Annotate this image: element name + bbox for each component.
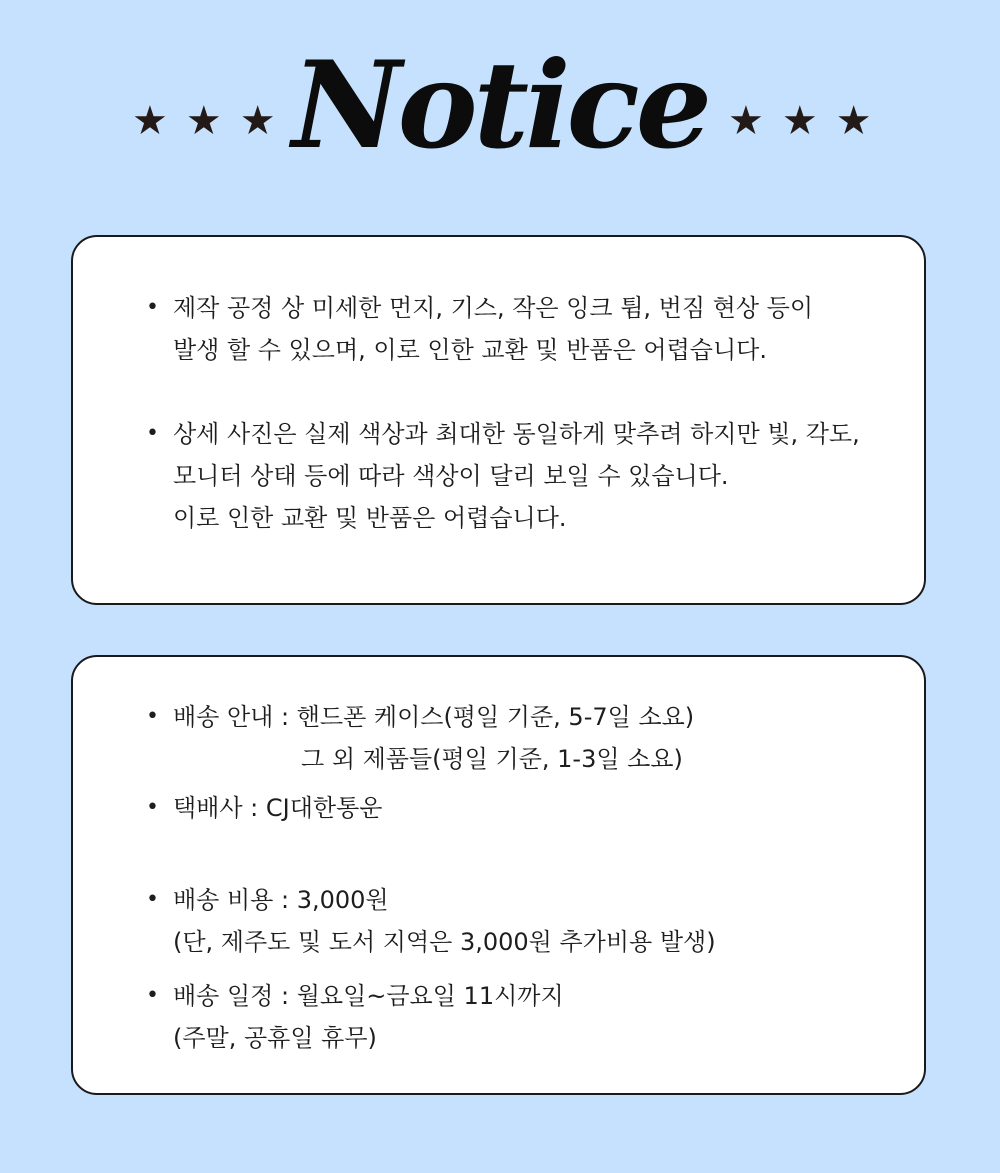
list-item — [146, 975, 564, 1059]
notice-line: 이로 인한 교환 및 반품은 어렵습니다. — [173, 504, 567, 532]
notice-card — [71, 235, 926, 605]
courier-line: 택배사 : CJ대한통운 — [173, 794, 383, 822]
bullet-icon: • — [146, 704, 159, 729]
list-item — [146, 696, 695, 780]
bullet-icon: • — [146, 887, 159, 912]
bullet-icon: • — [146, 983, 159, 1008]
notice-header — [0, 35, 1000, 200]
shipping-cost-line: (단, 제주도 및 도서 지역은 3,000원 추가비용 발생) — [173, 928, 716, 956]
bullet-icon: • — [146, 295, 159, 320]
shipping-schedule-line: (주말, 공휴일 휴무) — [173, 1024, 377, 1052]
notice-line: 상세 사진은 실제 색상과 최대한 동일하게 맞추려 하지만 빛, 각도, — [173, 420, 860, 448]
shipping-info-line: 배송 안내 : 핸드폰 케이스(평일 기준, 5-7일 소요) — [173, 703, 695, 731]
stars-right-icon: ★★★ — [728, 98, 890, 144]
notice-line: 모니터 상태 등에 따라 색상이 달리 보일 수 있습니다. — [173, 462, 729, 490]
notice-line: 발생 할 수 있으며, 이로 인한 교환 및 반품은 어렵습니다. — [173, 336, 767, 364]
shipping-schedule-line: 배송 일정 : 월요일~금요일 11시까지 — [173, 982, 564, 1010]
list-item — [146, 287, 814, 371]
shipping-cost-line: 배송 비용 : 3,000원 — [173, 886, 389, 914]
bullet-icon: • — [146, 421, 159, 446]
page-title: Notice — [291, 35, 709, 176]
shipping-card — [71, 655, 926, 1095]
list-item — [146, 879, 716, 963]
list-item — [146, 787, 383, 829]
notice-line: 제작 공정 상 미세한 먼지, 기스, 작은 잉크 튐, 번짐 현상 등이 — [173, 294, 814, 322]
shipping-info-line: 그 외 제품들(평일 기준, 1-3일 소요) — [301, 745, 683, 773]
list-item — [146, 413, 860, 539]
stars-left-icon: ★★★ — [132, 98, 294, 144]
bullet-icon: • — [146, 795, 159, 820]
